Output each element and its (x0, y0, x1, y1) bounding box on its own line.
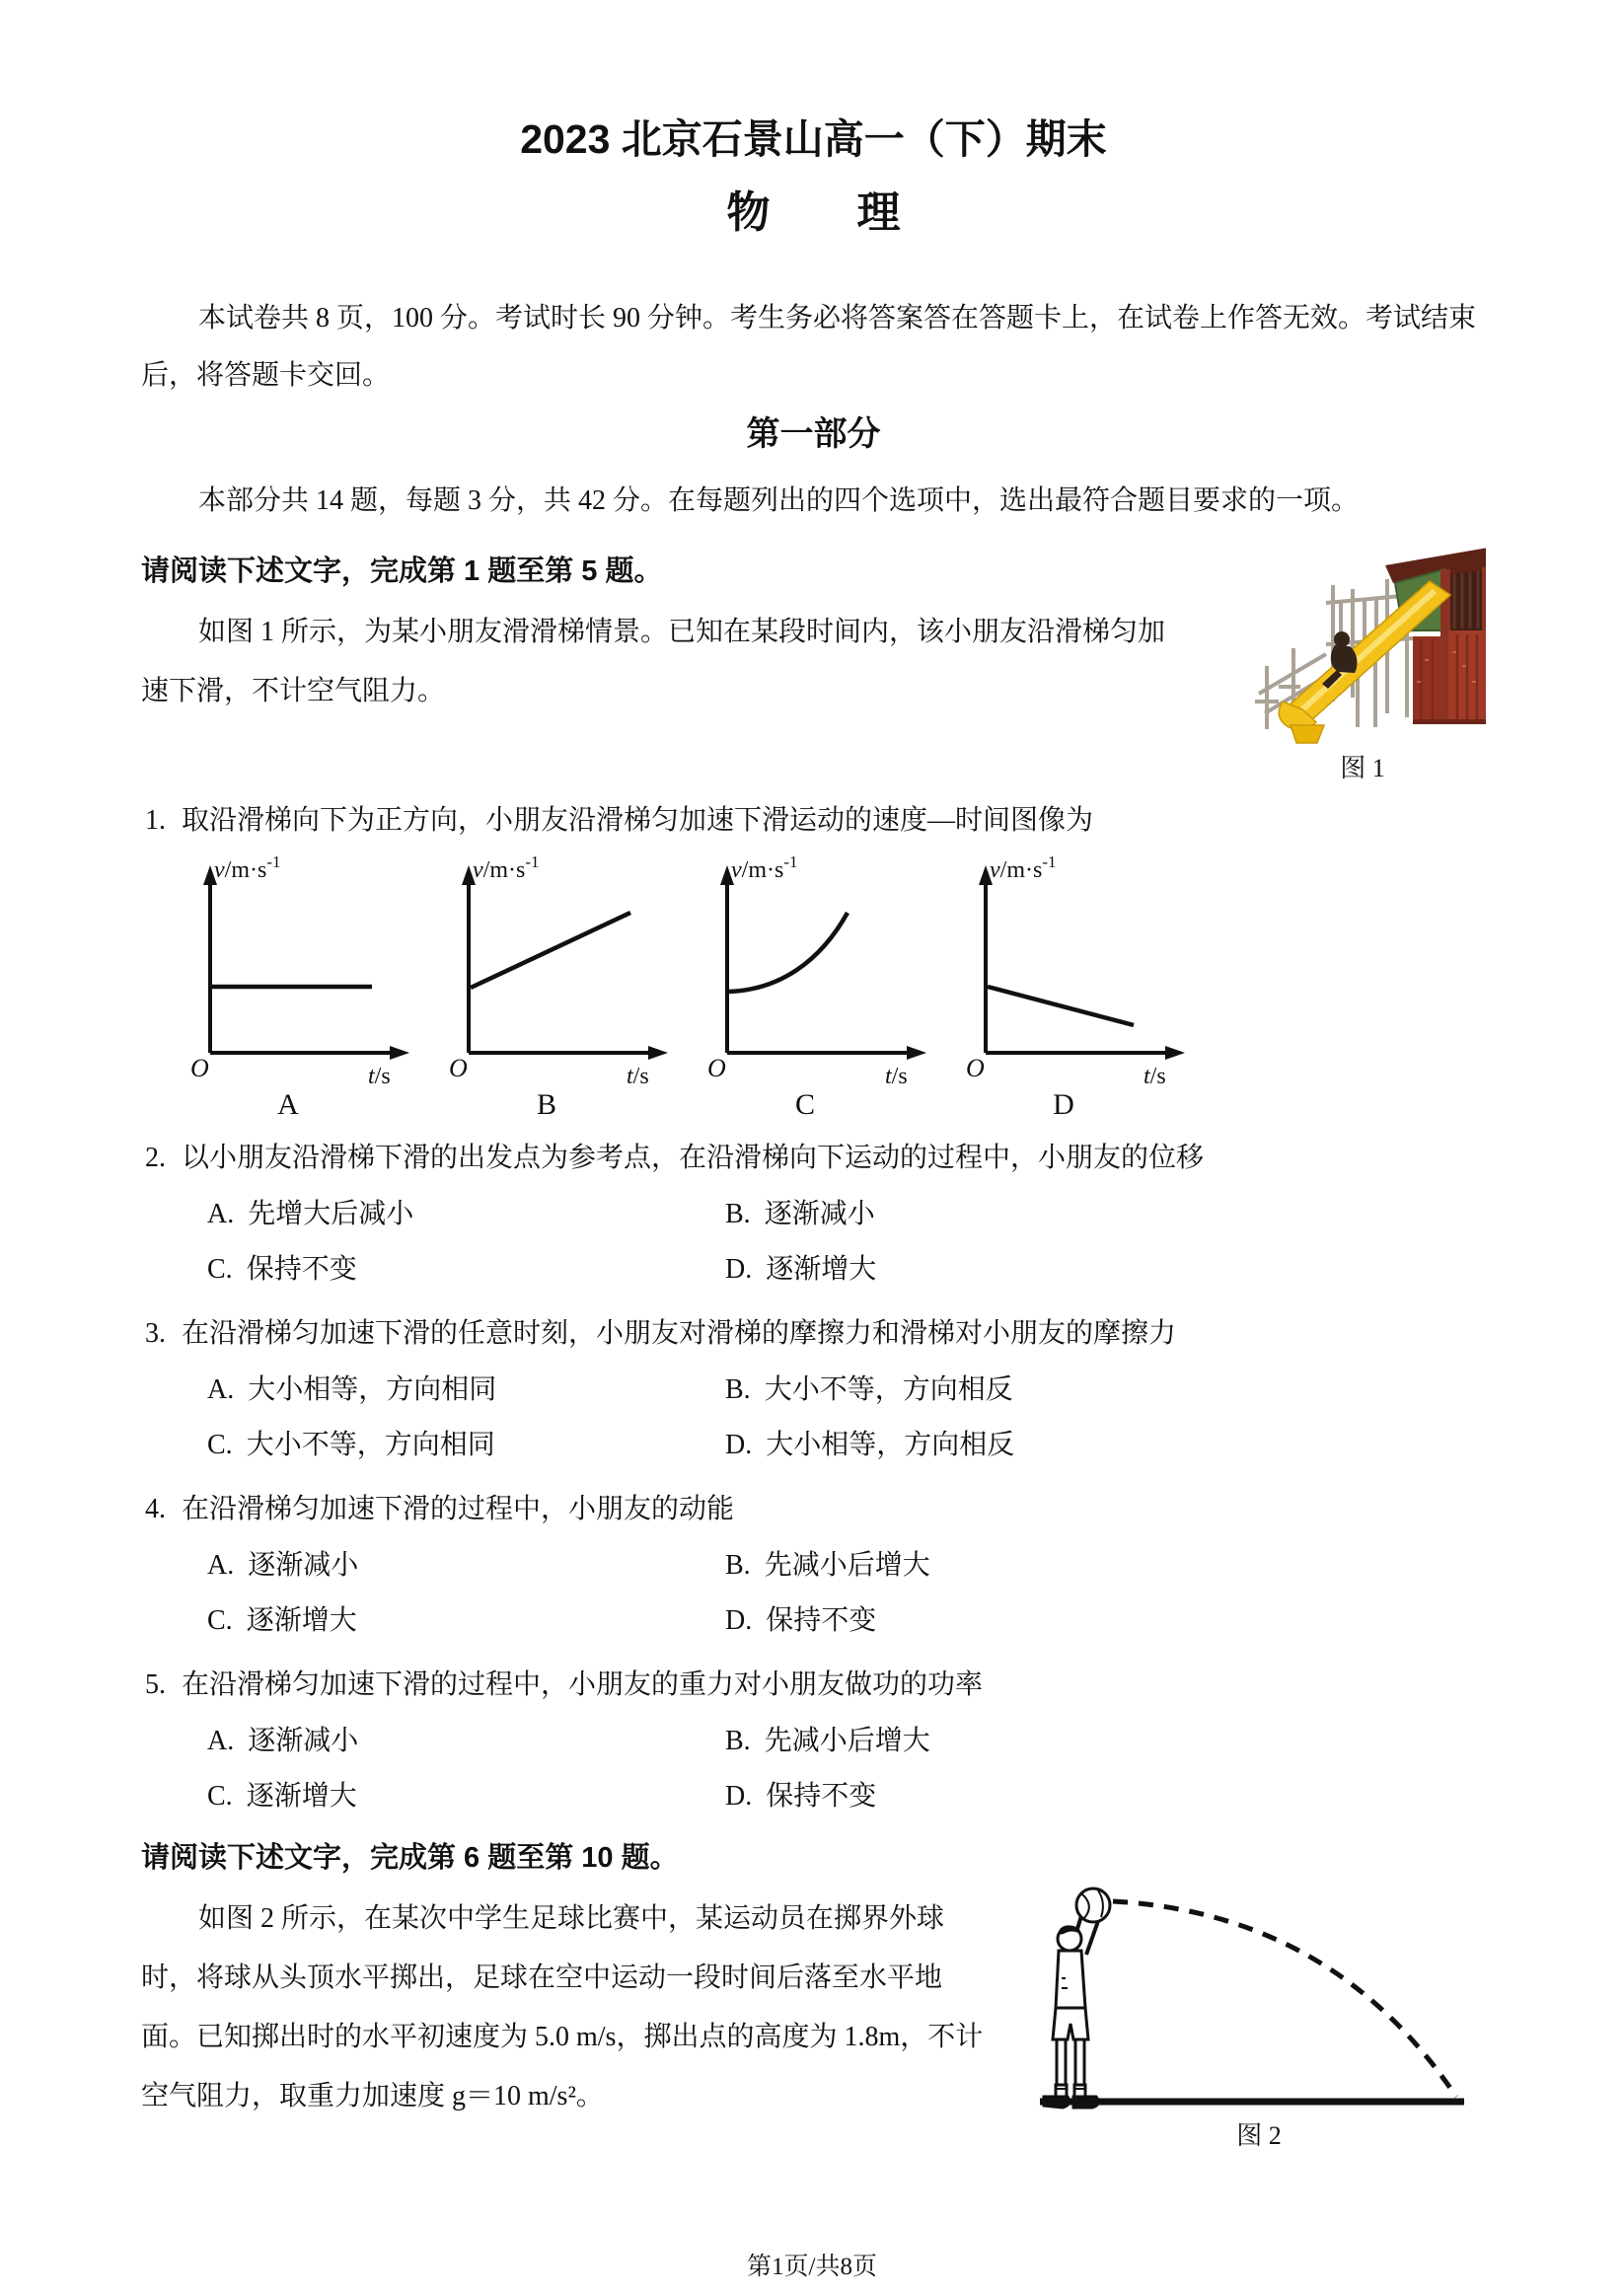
option-b: B. 逐渐减小 (725, 1198, 875, 1229)
x-axis-arrow (390, 1046, 409, 1060)
origin-label: O (190, 1053, 209, 1082)
figure2-caption: 图 2 (1236, 2120, 1282, 2150)
graph-option-b (417, 855, 676, 1122)
x-axis-arrow (648, 1046, 668, 1060)
question-options (141, 1187, 1486, 1297)
option-b: B. 先减小后增大 (725, 1549, 930, 1581)
option-a: A. 大小相等，方向相同 (207, 1373, 497, 1405)
reading2-text (141, 1889, 990, 2126)
question-options (141, 1363, 1486, 1473)
reading2-row (141, 1889, 1486, 2152)
section-heading: 第一部分 (746, 414, 881, 453)
playground-slide-image (1239, 544, 1486, 746)
reading1-text (141, 603, 1177, 721)
graph-curve-linear-decreasing (988, 987, 1134, 1025)
y-axis-label: $v/m\cdot s^{-1}$ (731, 854, 798, 883)
y-axis-label: $v/m\cdot s^{-1}$ (214, 854, 281, 883)
shorts (1053, 2008, 1088, 2039)
tower-slats (1446, 567, 1486, 630)
y-axis-label: $v/m\cdot s^{-1}$ (990, 854, 1057, 883)
q1-graphs-row (159, 855, 1486, 1122)
question-2 (141, 1130, 1486, 1297)
player-figure (1044, 1889, 1110, 2108)
graph-letter: A (277, 1087, 299, 1121)
question-text: 在沿滑梯匀加速下滑的任意时刻，小朋友对滑梯的摩擦力和滑梯对小朋友的摩擦力 (182, 1317, 1177, 1349)
option-c: C. 保持不变 (207, 1253, 357, 1285)
option-c: C. 逐渐增大 (207, 1780, 357, 1812)
option-a: A. 逐渐减小 (207, 1725, 359, 1756)
question-text: 在沿滑梯匀加速下滑的过程中，小朋友的动能 (182, 1493, 735, 1524)
shirt (1056, 1951, 1085, 2008)
question-3 (141, 1305, 1486, 1473)
option-b: B. 大小不等，方向相反 (725, 1373, 1013, 1405)
graph-letter: D (1053, 1087, 1074, 1121)
figure-2 (1006, 1872, 1486, 2152)
x-axis-label: t/s (627, 1063, 649, 1088)
question-text: 取沿滑梯向下为正方向，小朋友沿滑梯匀加速下滑运动的速度—时间图像为 (182, 804, 1094, 836)
graph-option-c (676, 855, 934, 1122)
option-d: D. 逐渐增大 (725, 1253, 877, 1285)
option-b: B. 先减小后增大 (725, 1725, 930, 1756)
graph-letter: C (794, 1087, 815, 1121)
subject-title: 物 理 (726, 188, 901, 238)
question-4 (141, 1481, 1486, 1649)
page-title: 2023 北京石景山高一（下）期末 (520, 116, 1107, 162)
figure1-caption: 图 1 (1340, 753, 1385, 782)
graph-letter: B (536, 1087, 556, 1121)
reading2-passage: 如图 2 所示，在某次中学生足球比赛中，某运动员在掷界外球时，将球从头顶水平掷出，足球在空中运动一段时间后落至水平地面。已知掷出时的水平初速度为 5.0 m/s，掷出点的高度为 1.8m，不计空气阻力，取重力加速度 g＝10 m/s²。 (141, 1902, 984, 2111)
vt-graph-a (159, 855, 417, 1088)
question-number: 1. (145, 804, 166, 836)
reading2-instruction: 请阅读下述文字，完成第 6 题至第 10 题。 (141, 1841, 679, 1874)
slide-bucket (1291, 725, 1324, 743)
figure-1 (1190, 544, 1486, 784)
x-axis-label: t/s (885, 1063, 908, 1088)
question-1 (141, 792, 1486, 1122)
x-axis-label: t/s (368, 1063, 391, 1088)
question-5 (141, 1657, 1486, 1824)
origin-label: O (966, 1053, 985, 1082)
vt-graph-d (934, 855, 1193, 1088)
question-number: 2. (145, 1142, 166, 1173)
option-d: D. 大小相等，方向相反 (725, 1429, 1015, 1460)
question-number: 5. (145, 1668, 166, 1700)
origin-label: O (449, 1053, 468, 1082)
question-text: 以小朋友沿滑梯下滑的出发点为参考点，在沿滑梯向下运动的过程中，小朋友的位移 (182, 1142, 1205, 1173)
question-number: 4. (145, 1493, 166, 1524)
page-footer: 第1页/共8页 (747, 2254, 877, 2280)
graph-curve-linear-increasing (471, 913, 630, 988)
option-a: A. 先增大后减小 (207, 1198, 414, 1229)
question-options (141, 1538, 1486, 1649)
reading1-passage: 如图 1 所示，为某小朋友滑滑梯情景。已知在某段时间内，该小朋友沿滑梯匀加速下滑，不计空气阻力。 (141, 616, 1166, 706)
question-text: 在沿滑梯匀加速下滑的过程中，小朋友的重力对小朋友做功的功率 (182, 1668, 984, 1700)
option-c: C. 逐渐增大 (207, 1604, 357, 1636)
reading1-instruction: 请阅读下述文字，完成第 1 题至第 5 题。 (141, 555, 663, 587)
vt-graph-c (676, 855, 934, 1088)
x-axis-arrow (1165, 1046, 1185, 1060)
option-d: D. 保持不变 (725, 1780, 877, 1812)
throw-in-diagram (1032, 1872, 1486, 2113)
question-options (141, 1714, 1486, 1824)
reading1-row (141, 603, 1486, 784)
right-leg (1075, 2039, 1084, 2085)
question-number: 3. (145, 1317, 166, 1349)
y-axis-label: $v/m\cdot s^{-1}$ (473, 854, 540, 883)
x-axis-label: t/s (1144, 1063, 1166, 1088)
option-a: A. 逐渐减小 (207, 1549, 359, 1581)
x-axis-arrow (907, 1046, 926, 1060)
origin-label: O (707, 1053, 726, 1082)
graph-curve-concave-up (729, 913, 848, 992)
section-description: 本部分共 14 题，每题 3 分，共 42 分。在每题列出的四个选项中，选出最符合题目要求的一项。 (198, 484, 1360, 516)
tower-body-left (1413, 636, 1442, 721)
projectile-trajectory (1113, 1901, 1456, 2097)
left-leg (1057, 2039, 1066, 2085)
vt-graph-b (417, 855, 676, 1088)
graph-option-a (159, 855, 417, 1122)
graph-option-d (934, 855, 1193, 1122)
option-d: D. 保持不变 (725, 1604, 877, 1636)
exam-instructions: 本试卷共 8 页，100 分。考试时长 90 分钟。考生务必将答案答在答题卡上，在试卷上作答无效。考试结束后，将答题卡交回。 (141, 302, 1477, 391)
option-c: C. 大小不等，方向相同 (207, 1429, 495, 1460)
